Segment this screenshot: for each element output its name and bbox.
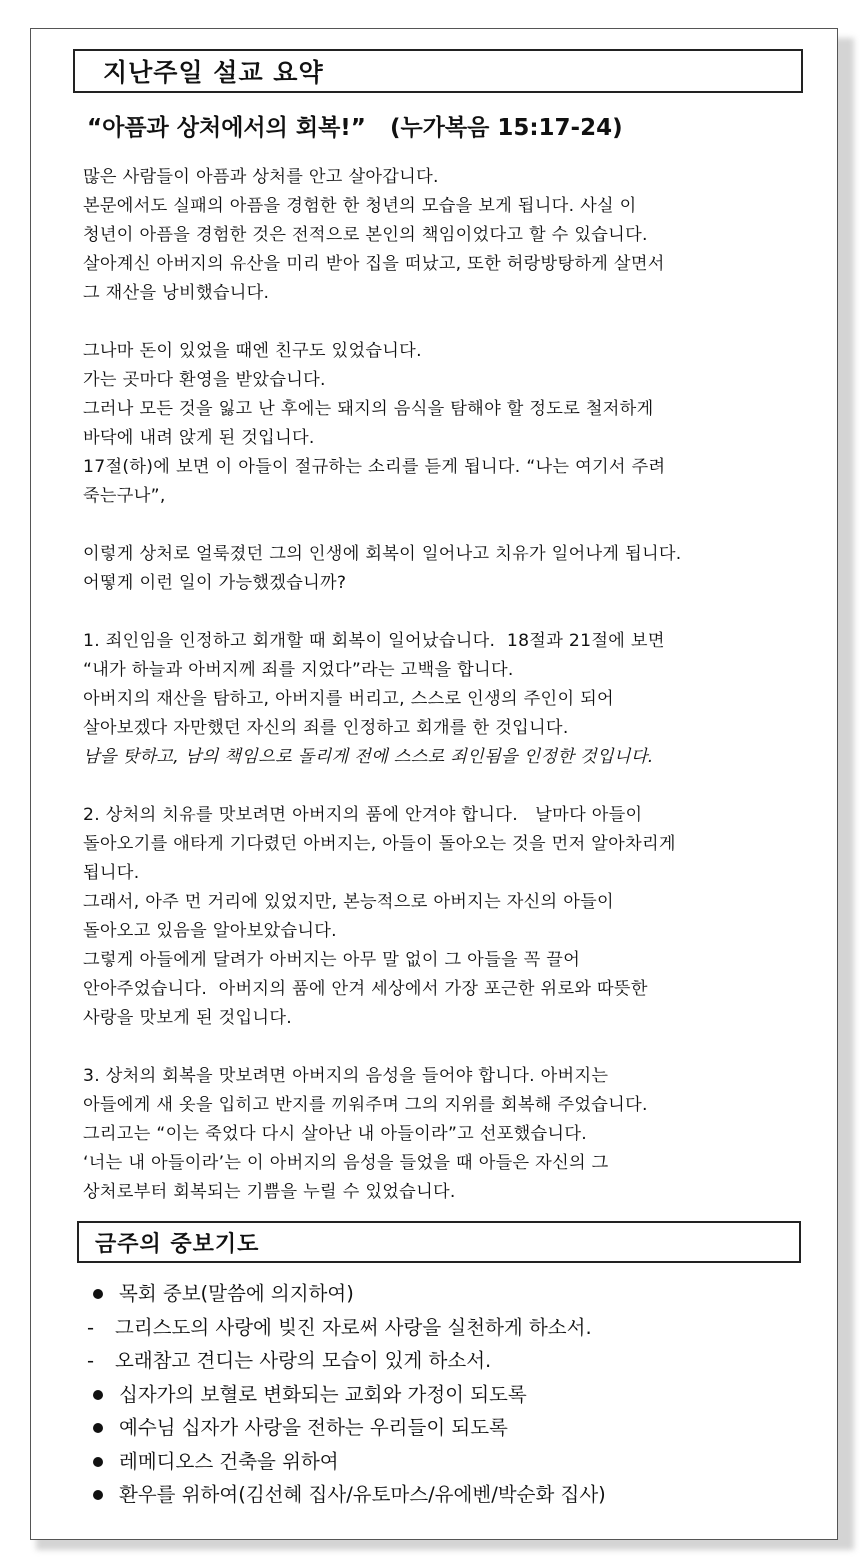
sermon-line: 그래서, 아주 먼 거리에 있었지만, 본능적으로 아버지는 자신의 아들이: [83, 892, 614, 912]
sermon-line: 어떻게 이런 일이 가능했겠습니까?: [83, 573, 347, 593]
sermon-line: 아버지의 재산을 탐하고, 아버지를 버리고, 스스로 인생의 주인이 되어: [83, 689, 614, 709]
paragraph-gap: [83, 1033, 803, 1062]
sermon-line: “내가 하늘과 아버지께 죄를 지었다”라는 고백을 합니다.: [83, 660, 514, 680]
bullet-icon: [93, 1390, 103, 1400]
sermon-line: 바닥에 내려 앉게 된 것입니다.: [83, 428, 315, 448]
sermon-body: [83, 163, 803, 1207]
sermon-line: 살아보겠다 자만했던 자신의 죄를 인정하고 회개를 한 것입니다.: [83, 718, 569, 738]
sermon-line: 그렇게 아들에게 달려가 아버지는 아무 말 없이 그 아들을 꼭 끌어: [83, 950, 581, 970]
prayer-item-text: 오래참고 견디는 사랑의 모습이 있게 하소서.: [115, 1349, 492, 1372]
paragraph-gap: [83, 511, 803, 540]
sermon-line: 사랑을 맛보게 된 것입니다.: [83, 1008, 292, 1028]
prayer-item: [87, 1445, 807, 1479]
paragraph-gap: [83, 308, 803, 337]
sermon-line: 17절(하)에 보면 이 아들이 절규하는 소리를 듣게 됩니다. “나는 여기서 주려: [83, 457, 666, 477]
sermon-line: 안아주었습니다. 아버지의 품에 안겨 세상에서 가장 포근한 위로와 따뜻한: [83, 979, 648, 999]
sermon-summary-header-label: 지난주일 설교 요약: [103, 58, 324, 87]
sermon-line: 이렇게 상처로 얼룩졌던 그의 인생에 회복이 일어나고 치유가 일어나게 됩니다.: [83, 544, 682, 564]
paragraph-gap: [83, 772, 803, 801]
prayer-item: [87, 1411, 807, 1445]
sermon-line: 1. 죄인임을 인정하고 회개할 때 회복이 일어났습니다. 18절과 21절에 보면: [83, 631, 665, 651]
prayer-item-text: 목회 중보(말씀에 의지하여): [119, 1282, 354, 1305]
sermon-line: 아들에게 새 옷을 입히고 반지를 끼워주며 그의 지위를 회복해 주었습니다.: [83, 1095, 648, 1115]
sermon-line: 남을 탓하고, 남의 책임으로 돌리게 전에 스스로 죄인됨을 인정한 것입니다.: [83, 747, 654, 767]
bullet-icon: [93, 1457, 103, 1467]
sermon-line: 그리고는 “이는 죽었다 다시 살아난 내 아들이라”고 선포했습니다.: [83, 1124, 587, 1144]
sermon-title: “아픔과 상처에서의 회복!” (누가복음 15:17-24): [87, 115, 623, 141]
sermon-line: 2. 상처의 치유를 맛보려면 아버지의 품에 안겨야 합니다. 날마다 아들이: [83, 805, 643, 825]
sermon-line: 그러나 모든 것을 잃고 난 후에는 돼지의 음식을 탐해야 할 정도로 철저하게: [83, 399, 654, 419]
paragraph-gap: [83, 598, 803, 627]
bullet-icon: [93, 1423, 103, 1433]
sermon-summary-header: [73, 49, 803, 93]
sermon-line: 돌아오고 있음을 알아보았습니다.: [83, 921, 337, 941]
sermon-line: 됩니다.: [83, 863, 140, 883]
bulletin-page: [30, 28, 838, 1540]
sermon-line: 많은 사람들이 아픔과 상처를 안고 살아갑니다.: [83, 167, 439, 187]
bullet-icon: [93, 1490, 103, 1500]
bullet-icon: [93, 1289, 103, 1299]
sermon-line: 돌아오기를 애타게 기다렸던 아버지는, 아들이 돌아오는 것을 먼저 알아차리게: [83, 834, 676, 854]
prayer-list: [87, 1277, 807, 1512]
sermon-line: 청년이 아픔을 경험한 것은 전적으로 본인의 책임이었다고 할 수 있습니다.: [83, 225, 648, 245]
sermon-line: 그 재산을 낭비했습니다.: [83, 283, 270, 303]
prayer-item-text: 환우를 위하여(김선혜 집사/유토마스/유에벤/박순화 집사): [119, 1483, 606, 1506]
prayer-item-text: 예수님 십자가 사랑을 전하는 우리들이 되도록: [119, 1416, 508, 1439]
sermon-line: 가는 곳마다 환영을 받았습니다.: [83, 370, 326, 390]
sermon-line: 본문에서도 실패의 아픔을 경험한 한 청년의 모습을 보게 됩니다. 사실 이: [83, 196, 637, 216]
prayer-item-text: 레메디오스 건축을 위하여: [119, 1449, 339, 1473]
prayer-item: [87, 1311, 807, 1345]
prayer-item-text: 그리스도의 사랑에 빚진 자로써 사랑을 실천하게 하소서.: [115, 1315, 592, 1339]
sermon-line: 죽는구나”,: [83, 486, 166, 506]
prayer-header: [77, 1221, 801, 1263]
prayer-item: [87, 1478, 807, 1512]
sermon-line: ‘너는 내 아들이라’는 이 아버지의 음성을 들었을 때 아들은 자신의 그: [83, 1153, 609, 1173]
dash-marker: -: [87, 1349, 95, 1372]
prayer-item: [87, 1378, 807, 1412]
sermon-line: 살아계신 아버지의 유산을 미리 받아 집을 떠났고, 또한 허랑방탕하게 살면서: [83, 254, 665, 274]
prayer-header-label: 금주의 중보기도: [95, 1231, 260, 1257]
sermon-line: 상처로부터 회복되는 기쁨을 누릴 수 있었습니다.: [83, 1182, 456, 1202]
prayer-item-text: 십자가의 보혈로 변화되는 교회와 가정이 되도록: [119, 1382, 527, 1406]
sermon-line: 그나마 돈이 있었을 때엔 친구도 있었습니다.: [83, 341, 422, 361]
prayer-item: [87, 1344, 807, 1378]
sermon-line: 3. 상처의 회복을 맛보려면 아버지의 음성을 들어야 합니다. 아버지는: [83, 1066, 609, 1086]
dash-marker: -: [87, 1315, 95, 1339]
prayer-item: [87, 1277, 807, 1311]
